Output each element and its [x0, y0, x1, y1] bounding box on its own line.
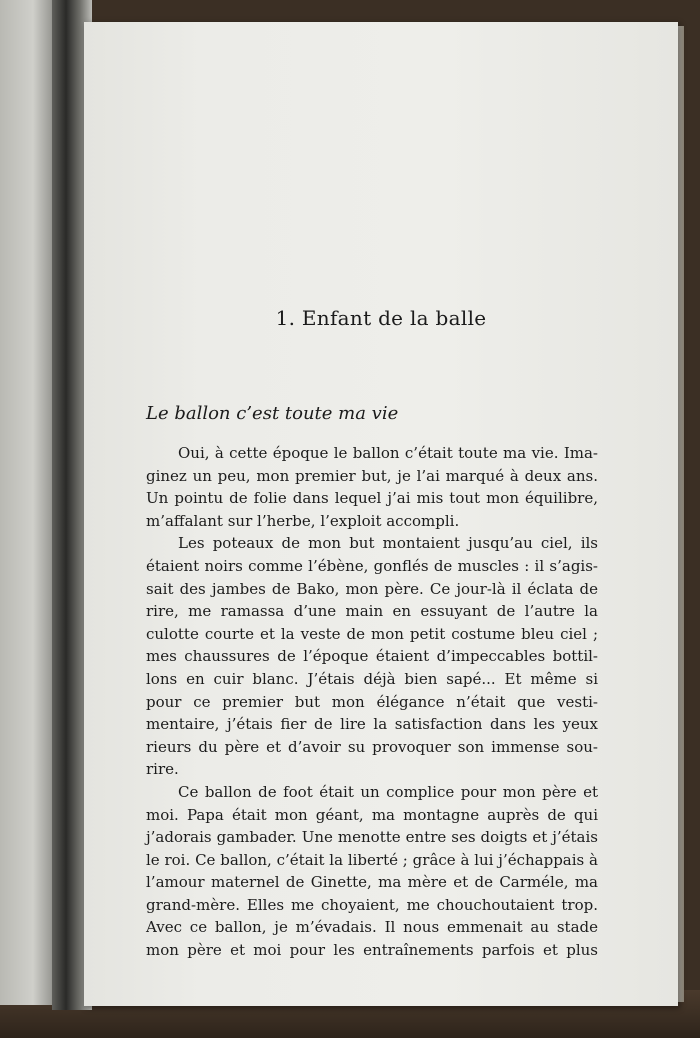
text-line: mes chaussures de l’époque étaient d’impeccables bottil- [146, 647, 598, 666]
chapter-title: 1. Enfant de la balle [275, 306, 487, 330]
text-line: Oui, à cette époque le ballon c’était toute ma vie. Ima- [178, 444, 598, 462]
left-page [0, 0, 60, 1005]
text-line: Les poteaux de mon but montaient jusqu’au ciel, ils [178, 534, 598, 553]
body-text [146, 442, 598, 962]
text-line: sait des jambes de Bako, mon père. Ce jour-là il éclata de [146, 579, 598, 598]
text-line: rire. [146, 760, 179, 779]
text-line: mentaire, j’étais fier de lire la satisfaction dans les yeux [146, 715, 598, 734]
text-line: moi. Papa était mon géant, ma montagne auprès de qui [146, 805, 598, 824]
text-line: le roi. Ce ballon, c’était la liberté ; grâce à lui j’échappais à [146, 850, 598, 869]
text-line: Un pointu de folie dans lequel j’ai mis tout mon équilibre, [146, 489, 598, 508]
text-line: pour ce premier but mon élégance n’était que vesti- [146, 692, 598, 711]
text-line: culotte courte et la veste de mon petit costume bleu ciel ; [146, 624, 598, 643]
text-line: m’affalant sur l’herbe, l’exploit accompli. [146, 511, 460, 530]
text-line: grand-mère. Elles me choyaient, me chouchoutaient trop. [146, 895, 598, 914]
section-title: Le ballon c’est toute ma vie [146, 403, 399, 424]
text-line: Ce ballon de foot était un complice pour mon père et [178, 782, 598, 801]
text-line: rieurs du père et d’avoir su provoquer son immense sou- [146, 737, 598, 756]
text-line: j’adorais gambader. Une menotte entre ses doigts et j’étais [146, 828, 598, 847]
text-line: étaient noirs comme l’ébène, gonflés de muscles : il s’agis- [146, 556, 598, 575]
text-line: l’amour maternel de Ginette, ma mère et de Carméle, ma [146, 873, 598, 892]
text-line: rire, me ramassa d’une main en essuyant de l’autre la [146, 602, 598, 621]
text-line: mon père et moi pour les entraînements parfois et plus [146, 941, 598, 960]
text-line: Avec ce ballon, je m’évadais. Il nous emmenait au stade [146, 918, 598, 937]
text-line: lons en cuir blanc. J’étais déjà bien sapé... Et même si [146, 669, 598, 688]
text-line: ginez un peu, mon premier but, je l’ai marqué à deux ans. [146, 466, 598, 485]
